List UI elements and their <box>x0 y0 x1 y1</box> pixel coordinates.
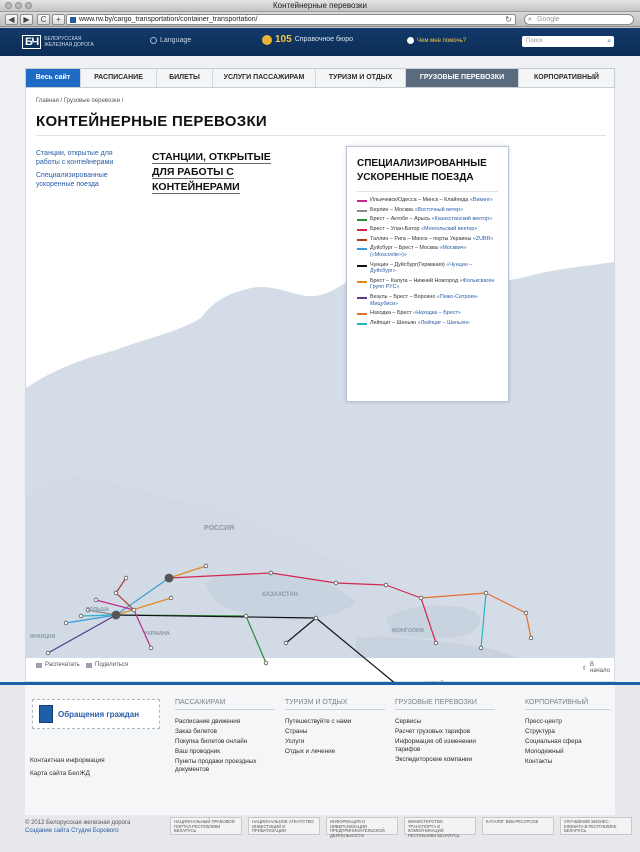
trains-heading: СПЕЦИАЛИЗИРОВАННЫЕ УСКОРЕННЫЕ ПОЕЗДА <box>357 158 487 183</box>
route-color-swatch <box>357 281 367 283</box>
train-item[interactable] <box>357 278 498 291</box>
route-color-swatch <box>357 297 367 299</box>
add-bookmark-button[interactable]: + <box>52 14 65 25</box>
label-russia: РОССИЯ <box>204 525 235 532</box>
address-text: www.rw.by/cargo_transportation/container_transportation/ <box>79 16 258 23</box>
train-route-text: Брест – Калуга – Нижний Новгород <box>370 277 459 284</box>
city-marker[interactable] <box>165 574 173 582</box>
footer-link[interactable]: Отдых и лечение <box>285 748 336 755</box>
city-marker[interactable] <box>204 564 208 568</box>
share-label: Поделиться <box>95 662 129 668</box>
train-item[interactable] <box>357 310 498 317</box>
train-route-text: Таллин – Рига – Минск – порты Украины <box>370 235 472 242</box>
city-marker[interactable] <box>94 598 98 602</box>
train-route-text: Находка – Брест <box>370 310 412 317</box>
train-item[interactable] <box>357 320 498 327</box>
partner-banner[interactable]: КАТАЛОГ ВЕБ-РЕСУРСОВ <box>482 817 554 835</box>
logo-mark: БЧ <box>22 35 41 49</box>
footer-link[interactable]: Услуги <box>285 738 305 745</box>
label-ukraine: УКРАИНА <box>144 631 170 637</box>
breadcrumb[interactable]: Главная / Грузовые перевозки / <box>36 98 124 104</box>
forward-button[interactable]: ▶ <box>20 14 33 25</box>
city-marker[interactable] <box>169 596 173 600</box>
train-item[interactable] <box>357 294 498 307</box>
city-marker[interactable] <box>524 611 528 615</box>
nav-tourism[interactable]: ТУРИЗМ И ОТДЫХ <box>316 69 406 87</box>
train-name-link[interactable]: «Лейпциг – Шеньян» <box>417 319 470 326</box>
arrow-up-icon: ⇧ <box>582 665 588 672</box>
main-nav <box>25 68 615 88</box>
route-color-swatch <box>357 265 367 267</box>
site-header <box>0 28 640 56</box>
route-color-swatch <box>357 313 367 315</box>
footer-link[interactable]: Информация об изменении тарифов <box>395 738 476 753</box>
appeal-label: Обращения граждан <box>58 709 140 719</box>
title-divider <box>36 135 606 136</box>
city-marker[interactable] <box>314 616 318 620</box>
print-link[interactable] <box>36 662 80 668</box>
logo-text: БЕЛОРУССКАЯ ЖЕЛЕЗНАЯ ДОРОГА <box>44 36 94 48</box>
footer-col-title: КОРПОРАТИВНЫЙ <box>525 699 610 710</box>
close-dot[interactable] <box>5 2 12 9</box>
globe-icon <box>150 37 157 44</box>
train-name-link[interactable]: «Викинг» <box>469 197 493 203</box>
train-item[interactable] <box>357 207 498 214</box>
footer-col-title: ГРУЗОВЫЕ ПЕРЕВОЗКИ <box>395 699 495 710</box>
minimize-dot[interactable] <box>15 2 22 9</box>
city-marker[interactable] <box>529 636 533 640</box>
route-color-swatch <box>357 248 367 250</box>
train-route-text: Брест – Актобе – Арысь <box>370 216 431 223</box>
train-name-link[interactable]: «Чунцин – Дуйсбург» <box>370 261 473 275</box>
search-icon: ⌕ <box>528 16 532 23</box>
assist-icon <box>407 37 414 44</box>
footer-link[interactable]: Расчет грузовых тарифов <box>395 728 471 735</box>
footer-link[interactable]: Заказ билетов <box>175 728 218 735</box>
city-marker[interactable] <box>124 576 128 580</box>
stations-heading-text: СТАНЦИИ, ОТКРЫТЫЕ ДЛЯ РАБОТЫ С КОНТЕЙНЕРАМИ <box>152 151 271 193</box>
footer-link[interactable]: Экспедиторские компании <box>395 755 473 763</box>
route-color-swatch <box>357 210 367 212</box>
city-marker[interactable] <box>149 646 153 650</box>
city-marker[interactable] <box>419 596 423 600</box>
nav-tickets[interactable]: БИЛЕТЫ <box>157 69 213 87</box>
site-search-placeholder: Поиск <box>526 38 543 44</box>
footer-link[interactable]: Контакты <box>525 758 553 765</box>
help-desk[interactable] <box>262 34 353 45</box>
train-name-link[interactable]: «Находка – Брест» <box>413 310 461 317</box>
share-link[interactable] <box>86 662 128 668</box>
train-name-link[interactable]: «Монгольский вектор» <box>421 226 478 233</box>
refresh-icon[interactable]: ↻ <box>505 15 512 24</box>
page-title: КОНТЕЙНЕРНЫЕ ПЕРЕВОЗКИ <box>36 113 267 130</box>
clock-icon <box>262 35 272 45</box>
content-area <box>25 88 615 682</box>
side-menu <box>36 149 128 193</box>
zoom-dot[interactable] <box>25 2 32 9</box>
route-color-swatch <box>357 323 367 325</box>
footer-link[interactable]: Структура <box>525 728 555 735</box>
search-icon[interactable]: ⌕ <box>607 38 611 45</box>
train-route-text: Ильичевск/Одесса – Минск – Клайпеда <box>370 197 469 203</box>
site-search-input[interactable] <box>522 36 614 47</box>
partner-banner[interactable]: УЛУЧШЕНИЕ БИЗНЕС-КЛИМАТА В РЕСПУБЛИКЕ БЕЛАРУСЬ <box>560 817 632 835</box>
city-marker[interactable] <box>384 583 388 587</box>
footer-link[interactable]: Путешествуйте с нами <box>285 718 352 725</box>
city-marker[interactable] <box>132 608 136 612</box>
footer-inner <box>25 685 615 815</box>
reload-button[interactable]: C <box>37 14 50 25</box>
label-kazakhstan: КАЗАХСТАН <box>262 592 298 598</box>
city-marker[interactable] <box>484 591 488 595</box>
page <box>0 56 640 682</box>
train-route <box>370 245 498 258</box>
footer-link[interactable]: Страны <box>285 728 308 735</box>
footer-link[interactable]: Социальная сфера <box>525 738 582 745</box>
train-name-link[interactable]: «Восточный ветер» <box>414 206 464 213</box>
browser-search-placeholder: Google <box>537 16 560 23</box>
assist-label: Чем мне помочь? <box>417 37 467 44</box>
train-item[interactable] <box>357 262 498 275</box>
partner-banner[interactable]: ИНФОРМАЦИЯ О ЛИБЕРАЛИЗАЦИИ ПРЕДПРИНИМАТЕЛЬСКОЙ ДЕЯТЕЛЬНОСТИ <box>326 817 398 835</box>
favicon-icon <box>70 17 76 23</box>
train-route <box>370 294 498 307</box>
window-titlebar <box>0 0 640 12</box>
copyright-text: © 2012 Белорусская железная дорога <box>25 820 131 826</box>
partner-banner[interactable]: МИНИСТЕРСТВО ТРАНСПОРТА И КОММУНИКАЦИЙ РЕСПУБЛИКИ БЕЛАРУСЬ <box>404 817 476 835</box>
nav-cargo[interactable]: ГРУЗОВЫЕ ПЕРЕВОЗКИ <box>406 69 519 87</box>
footer-col-passengers <box>175 699 275 776</box>
city-marker[interactable] <box>64 621 68 625</box>
studio-link[interactable]: Создание сайта Студия Борового <box>25 828 119 834</box>
label-mongolia: МОНГОЛИЯ <box>392 628 424 634</box>
train-list <box>357 197 498 326</box>
train-route <box>370 236 494 243</box>
train-route <box>370 310 461 317</box>
back-to-top-link[interactable] <box>582 662 614 674</box>
browser-search-input[interactable] <box>524 14 634 25</box>
appeal-icon <box>39 705 53 723</box>
route-map[interactable] <box>26 235 614 658</box>
nav-schedule[interactable]: РАСПИСАНИЕ <box>81 69 157 87</box>
city-marker[interactable] <box>284 641 288 645</box>
assist-link[interactable] <box>407 37 466 44</box>
nav-passenger-services[interactable]: УСЛУГИ ПАССАЖИРАМ <box>213 69 316 87</box>
train-item[interactable] <box>357 245 498 258</box>
train-route <box>370 207 463 214</box>
label-france: ФРАНЦИЯ <box>30 634 56 640</box>
footer-link[interactable]: Молодежный <box>525 748 564 755</box>
train-route <box>370 226 477 233</box>
footer-sitemap-link[interactable]: Карта сайта БелЖД <box>30 770 90 777</box>
side-link-trains[interactable]: Специализированные ускоренные поезда <box>36 172 108 188</box>
stations-heading <box>152 150 272 195</box>
share-icon <box>86 663 92 668</box>
footer-col-title: ТУРИЗМ И ОТДЫХ <box>285 699 385 710</box>
address-bar[interactable] <box>66 14 516 25</box>
footer-col-corporate <box>525 699 610 768</box>
back-button[interactable]: ◀ <box>5 14 18 25</box>
city-marker[interactable] <box>334 581 338 585</box>
site-logo[interactable] <box>22 33 108 51</box>
printer-icon <box>36 663 42 668</box>
city-marker[interactable] <box>479 646 483 650</box>
train-route-text: Везуль – Брест – Ворсино <box>370 294 436 300</box>
train-name-link[interactable]: «Пежо-Ситроен-Мицубиси» <box>370 294 479 307</box>
train-route-text: Чунцин – Дуйсбург(Германия) <box>370 261 445 268</box>
footer-col-cargo <box>395 699 495 766</box>
footer-col-tourism <box>285 699 385 758</box>
route-color-swatch <box>357 229 367 231</box>
footer-link[interactable]: Пункты продажи проездных документов <box>175 758 257 773</box>
trains-panel <box>346 146 509 402</box>
print-label: Распечатать <box>45 662 80 668</box>
trains-divider <box>357 191 498 192</box>
train-route <box>370 320 470 327</box>
city-marker[interactable] <box>114 591 118 595</box>
window-title: Контейнерные перевозки <box>272 1 367 10</box>
top-label: В начало <box>590 662 610 674</box>
train-name-link[interactable]: «Казахстанский вектор» <box>431 216 493 223</box>
footer-contacts-link[interactable]: Контактная информация <box>30 757 105 764</box>
train-route-text: Берлин – Москва <box>370 206 413 213</box>
footer-link[interactable]: Покупка билетов онлайн <box>175 738 248 745</box>
partner-banners <box>170 817 632 838</box>
train-item[interactable] <box>357 226 498 233</box>
route-color-swatch <box>357 200 367 202</box>
route-color-swatch <box>357 219 367 221</box>
city-marker[interactable] <box>79 614 83 618</box>
copyright <box>25 819 130 835</box>
city-marker[interactable] <box>434 641 438 645</box>
train-item[interactable] <box>357 216 498 223</box>
nav-all-site[interactable]: Весь сайт <box>26 69 81 87</box>
city-marker[interactable] <box>112 611 120 619</box>
help-label: Справочное бюро <box>294 36 353 43</box>
train-name-link[interactable]: «Москвич» («Moscovite»)» <box>370 245 467 258</box>
footer-link[interactable]: Сервисы <box>395 718 422 725</box>
nav-corporate[interactable]: КОРПОРАТИВНЫЙ <box>534 74 599 81</box>
appeal-button[interactable] <box>32 699 160 729</box>
language-label: Language <box>160 37 192 44</box>
train-route-text: Брест – Улан-Батор <box>370 226 420 233</box>
route-color-swatch <box>357 239 367 241</box>
window-controls[interactable] <box>5 2 32 9</box>
partner-banner[interactable]: НАЦИОНАЛЬНЫЙ ПРАВОВОЙ ПОРТАЛ РЕСПУБЛИКИ БЕЛАРУСЬ <box>170 817 242 835</box>
help-number: 105 <box>275 34 292 45</box>
train-route <box>370 278 498 291</box>
footer-link[interactable]: Пресс-центр <box>525 718 562 725</box>
train-route-text: Лейпциг – Шеньян <box>370 319 417 326</box>
footer-col-title: ПАССАЖИРАМ <box>175 699 275 710</box>
train-route-text: Дуйсбург – Брест – Москва <box>370 245 438 252</box>
footer-link[interactable]: Ваш проводник <box>175 748 220 755</box>
side-link-stations[interactable]: Станции, открытые для работы с контейнерами <box>36 150 114 166</box>
train-name-link[interactable]: «ZUBR» <box>472 235 494 242</box>
train-route <box>370 197 493 204</box>
footer-link[interactable]: Расписание движения <box>175 718 241 725</box>
train-name-link[interactable]: «Фольксваген Групп РУС» <box>370 277 495 291</box>
city-marker[interactable] <box>46 651 50 655</box>
city-marker[interactable] <box>264 661 268 665</box>
browser-toolbar <box>0 12 640 27</box>
train-item[interactable] <box>357 236 498 243</box>
city-marker[interactable] <box>244 614 248 618</box>
partner-banner[interactable]: НАЦИОНАЛЬНОЕ АГЕНТСТВО ИНВЕСТИЦИЙ И ПРИВАТИЗАЦИИ <box>248 817 320 835</box>
language-switch[interactable] <box>150 37 191 44</box>
train-route <box>370 216 492 223</box>
footer <box>0 682 640 852</box>
city-marker[interactable] <box>269 571 273 575</box>
train-route <box>370 262 498 275</box>
train-item[interactable] <box>357 197 498 204</box>
label-poland: ПОЛЬША <box>86 607 110 613</box>
